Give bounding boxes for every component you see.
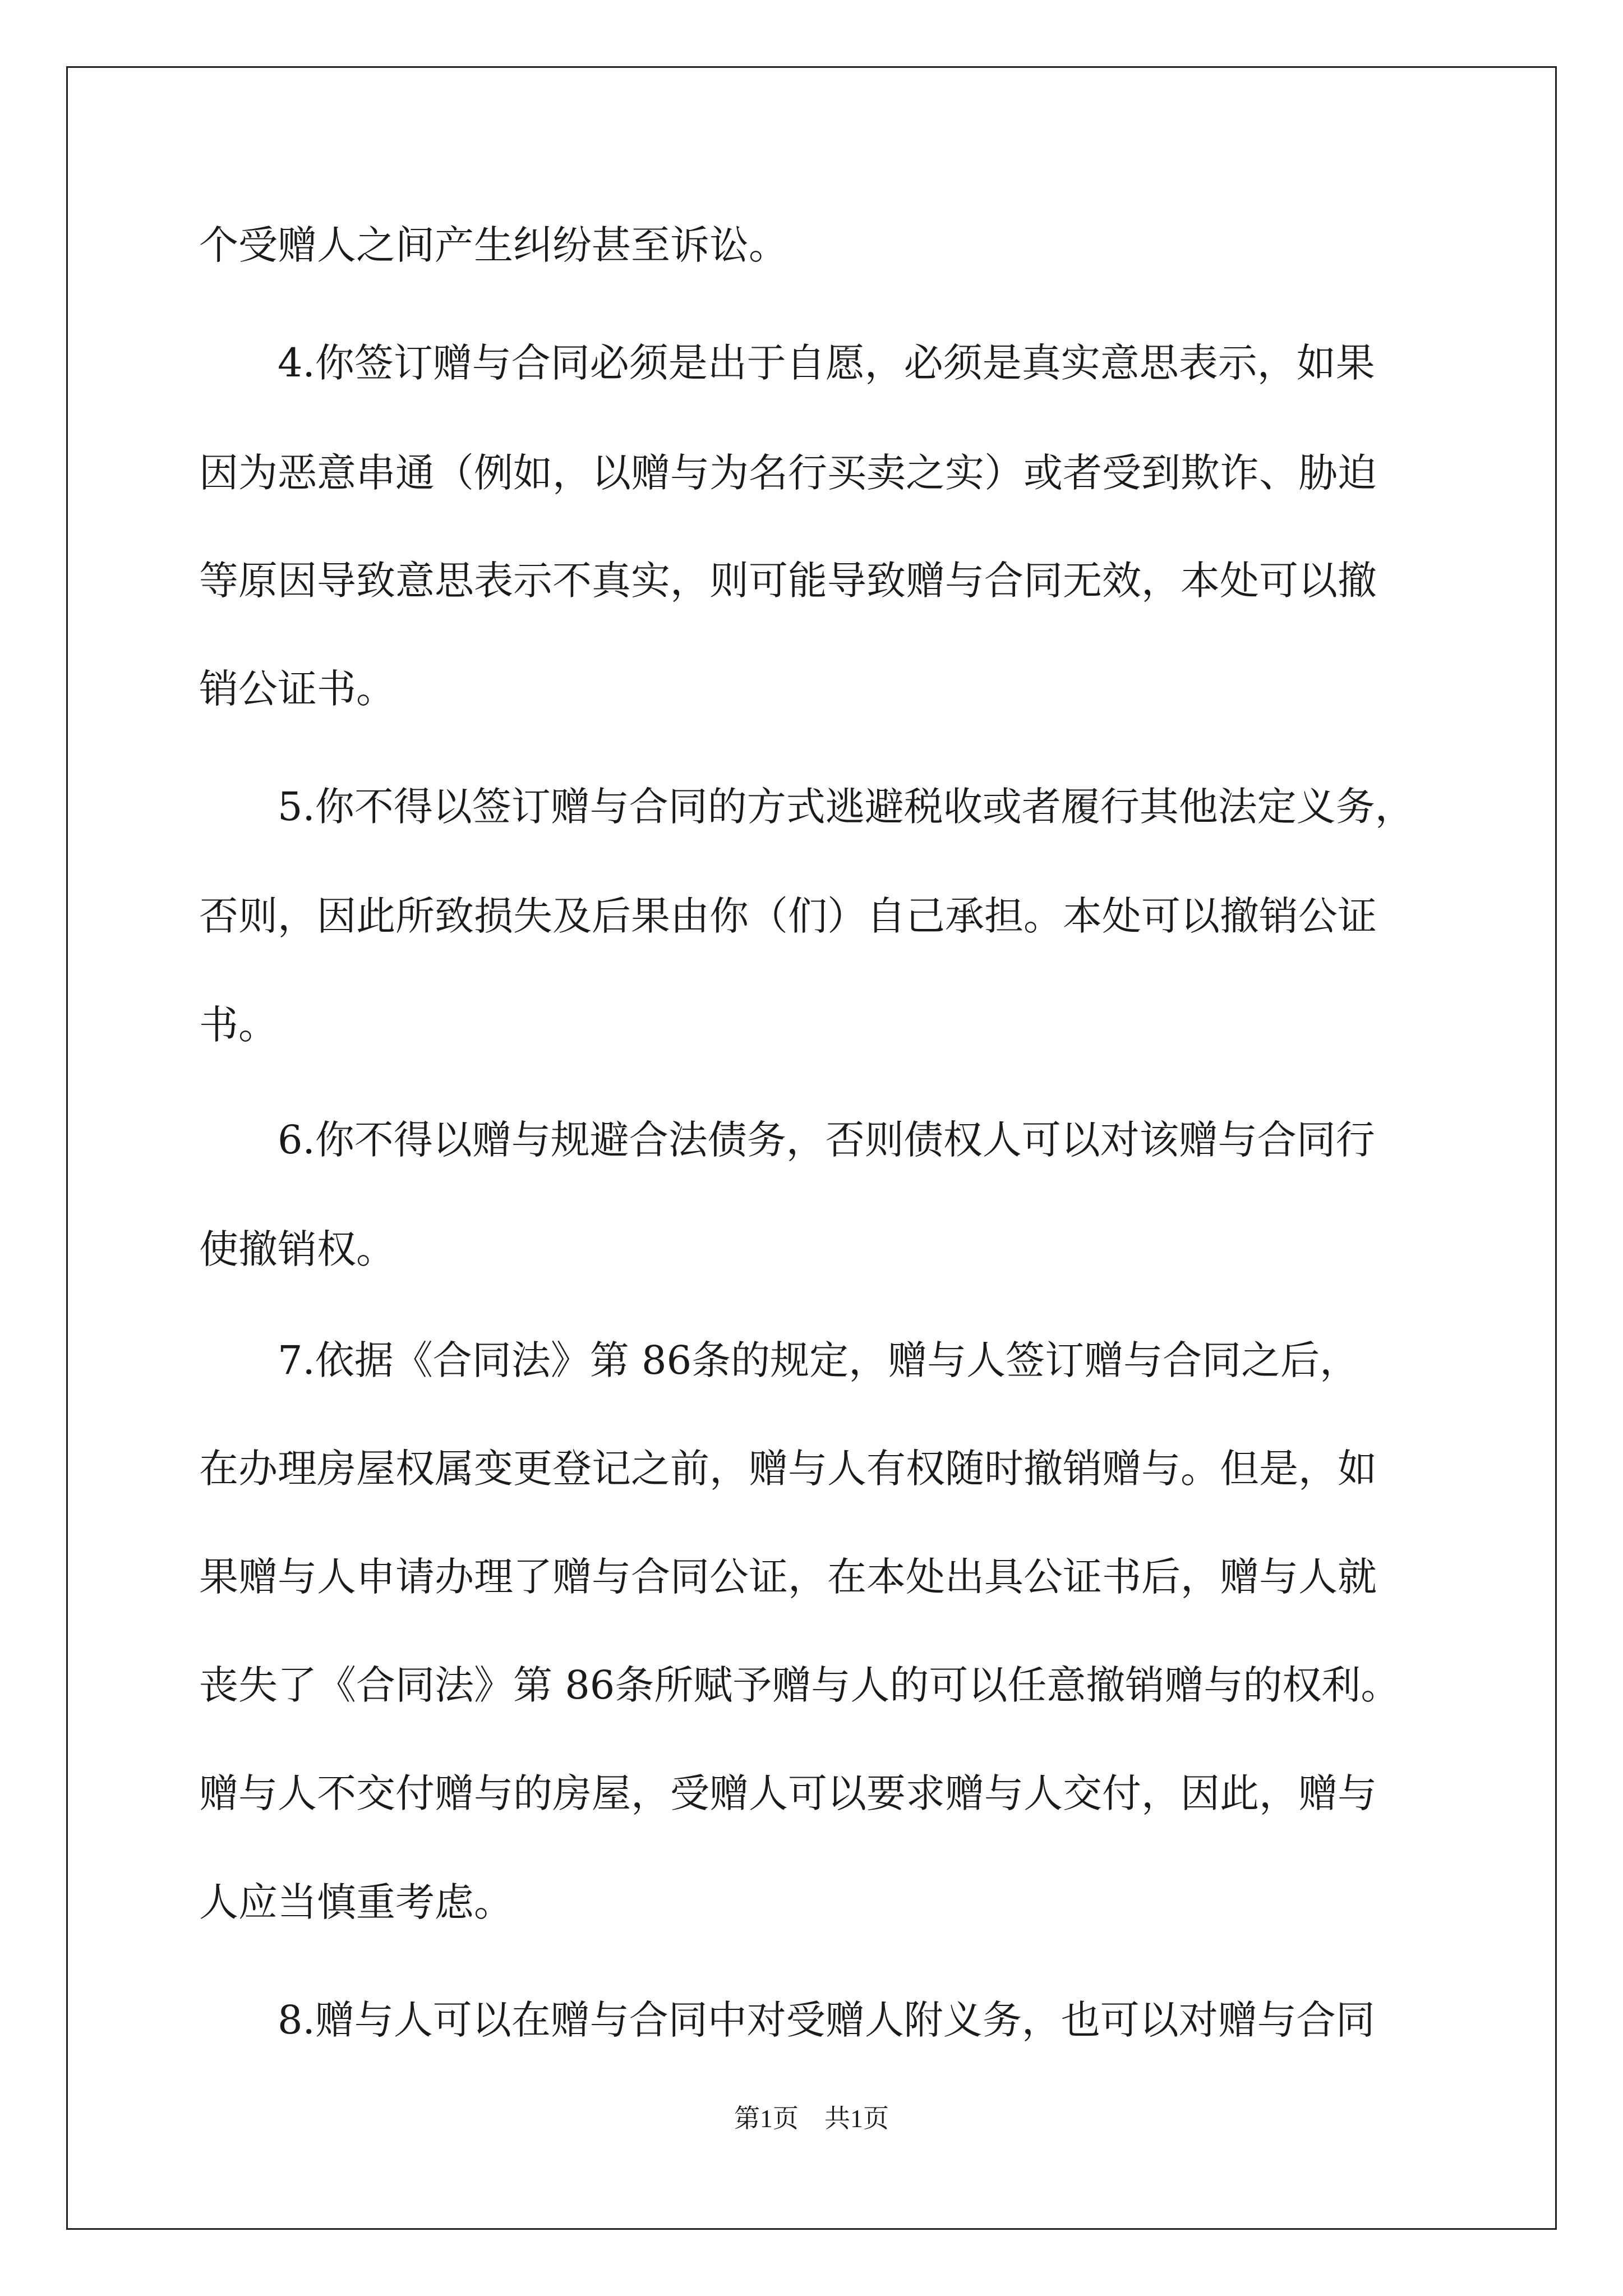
text-line: 使撤销权。 — [199, 1226, 395, 1272]
text-line: 7.依据《合同法》第 86条的规定，赠与人签订赠与合同之后， — [278, 1337, 1359, 1383]
text-line: 否则，因此所致损失及后果由你（们）自己承担。本处可以撤销公证 — [199, 893, 1377, 939]
text-line: 等原因导致意思表示不真实，则可能导致赠与合同无效，本处可以撤 — [199, 558, 1377, 604]
page-number: 第1页 共1页 — [734, 2104, 889, 2133]
text-line: 5.你不得以签订赠与合同的方式逃避税收或者履行其他法定义务， — [278, 784, 1414, 830]
text-line: 6.你不得以赠与规避合法债务，否则债权人可以对该赠与合同行 — [278, 1117, 1375, 1163]
text-line: 人应当慎重考虑。 — [199, 1879, 513, 1925]
text-line: 赠与人不交付赠与的房屋，受赠人可以要求赠与人交付，因此，赠与 — [199, 1770, 1377, 1816]
text-line: 个受赠人之间产生纠纷甚至诉讼。 — [199, 222, 788, 268]
text-line: 书。 — [199, 1002, 278, 1048]
text-line: 销公证书。 — [199, 666, 395, 712]
text-line: 在办理房屋权属变更登记之前，赠与人有权随时撤销赠与。但是，如 — [199, 1446, 1377, 1492]
text-line: 果赠与人申请办理了赠与合同公证，在本处出具公证书后，赠与人就 — [199, 1554, 1377, 1600]
text-line: 丧失了《合同法》第 86条所赋予赠与人的可以任意撤销赠与的权利。 — [199, 1662, 1400, 1708]
text-line: 8.赠与人可以在赠与合同中对受赠人附义务，也可以对赠与合同 — [278, 1997, 1375, 2043]
text-line: 4.你签订赠与合同必须是出于自愿，必须是真实意思表示，如果 — [278, 340, 1375, 386]
text-line: 因为恶意串通（例如，以赠与为名行买卖之实）或者受到欺诈、胁迫 — [199, 450, 1377, 496]
